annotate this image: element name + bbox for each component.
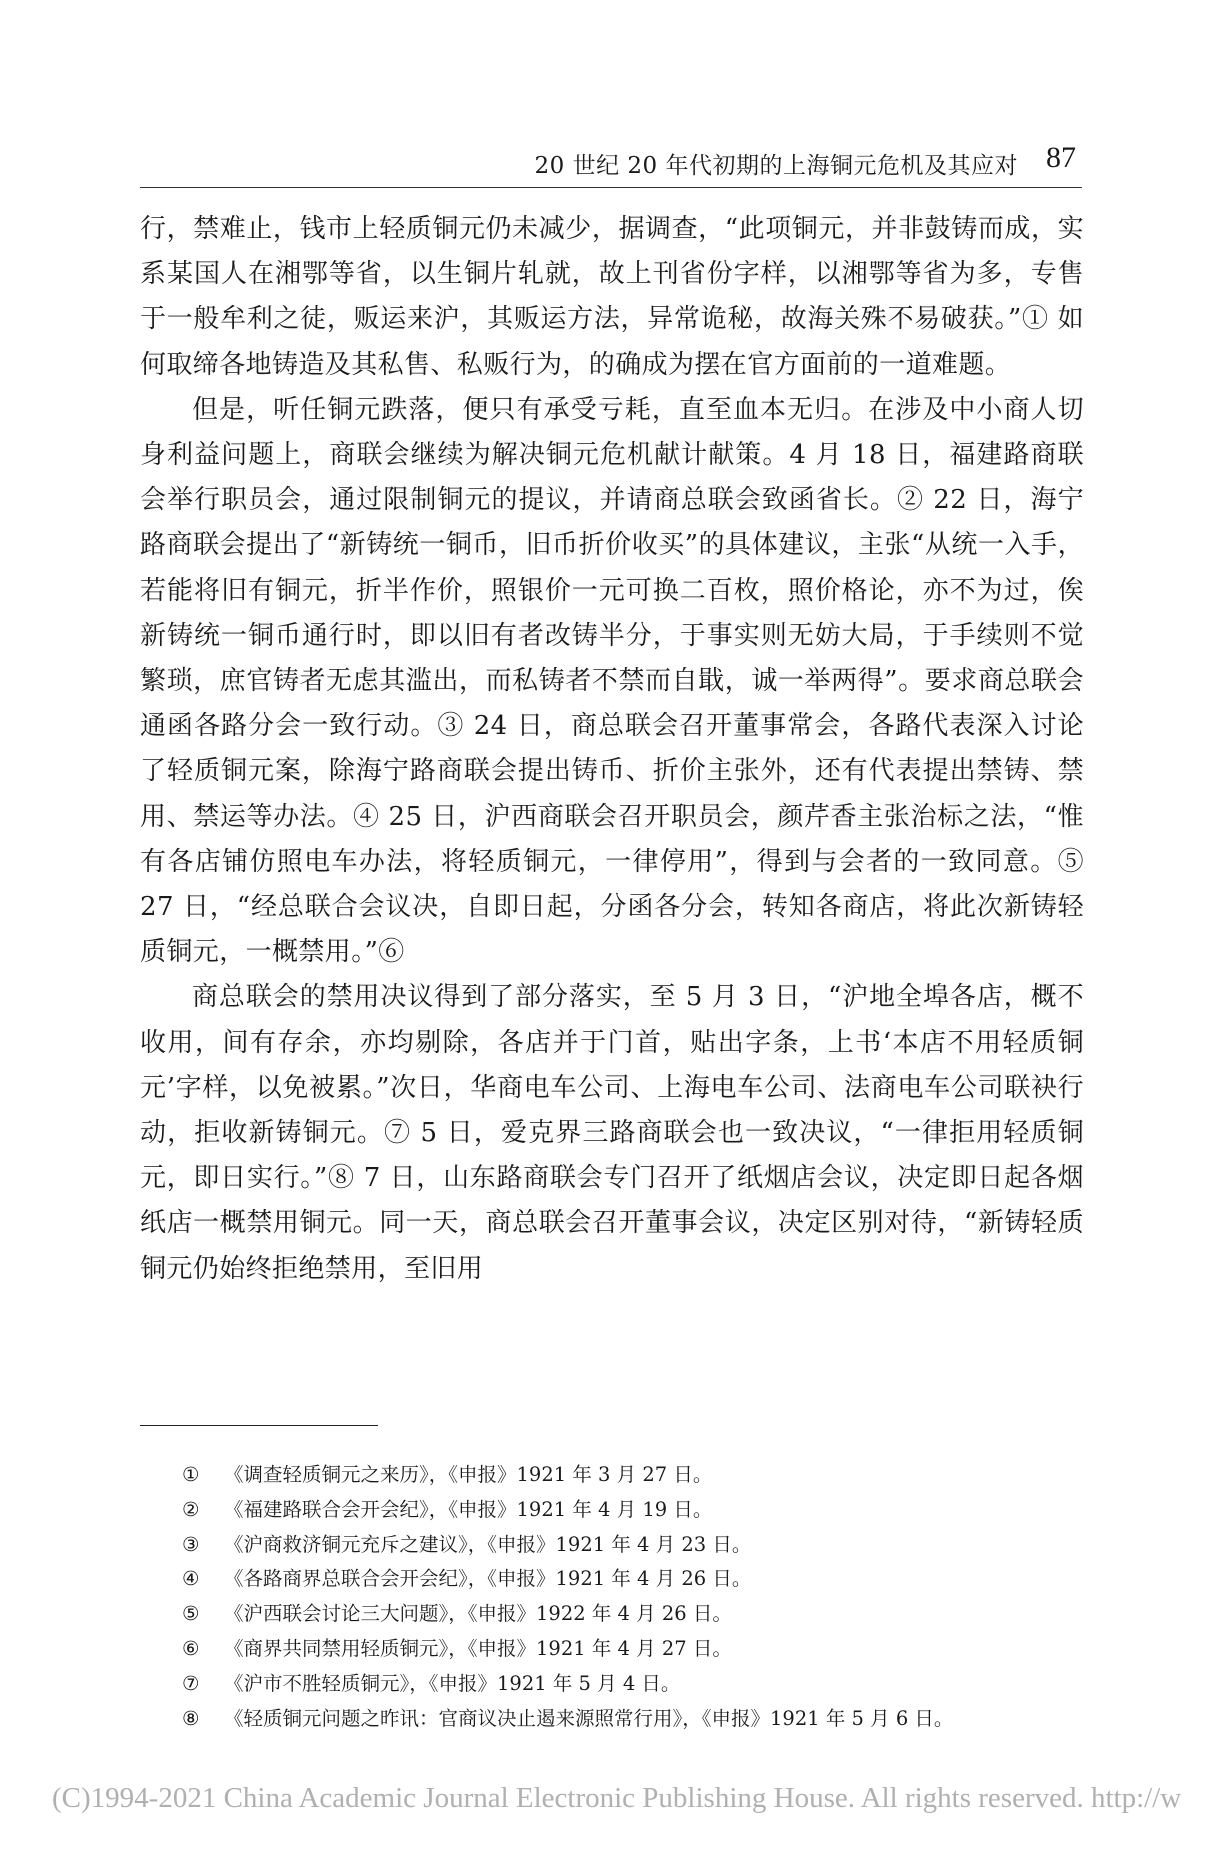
page-number: 87 [1046,141,1076,174]
copyright-watermark: (C)1994-2021 China Academic Journal Electronic Publishing House. All rights reserved. http://w [52,1782,1182,1814]
footnote-text: 《沪商救济铜元充斥之建议》，《申报》1921 年 4 月 23 日。 [224,1532,752,1556]
paragraph: 但是，听任铜元跌落，便只有承受亏耗，直至血本无归。在涉及中小商人切身利益问题上，商联会继续为解决铜元危机献计献策。4 月 18 日，福建路商联会举行职员会，通过限制铜元的提议，并请商总联会致函省长。② 22 日，海宁路商联会提出了“新铸统一铜币，旧币折价收买”的具体建议，主张“从统一入手，若能将旧有铜元，折半作价，照银价一元可换二百枚，照价格论，亦不为过，俟新铸统一铜币通行时，即以旧有者改铸半分，于事实则无妨大局，于手续则不觉繁琐，庶官铸者无虑其滥出，而私铸者不禁而自戢，诚一举两得”。要求商总联会通函各路分会一致行动。③ 24 日，商总联会召开董事常会，各路代表深入讨论了轻质铜元案，除海宁路商联会提出铸币、折价主张外，还有代表提出禁铸、禁用、禁运等办法。④ 25 日，沪西商联会召开职员会，颜芹香主张治标之法，“惟有各店铺仿照电车办法，将轻质铜元，一律停用”，得到与会者的一致同意。⑤ 27 日，“经总联合会议决，自即日起，分函各分会，转知各商店，将此次新铸轻质铜元，一概禁用。”⑥ [140,394,1084,968]
footnote-mark: ⑥ [182,1636,200,1660]
footnote [182,1702,1082,1737]
paragraph: 行，禁难止，钱市上轻质铜元仍未减少，据调查，“此项铜元，并非鼓铸而成，实系某国人在湘鄂等省，以生铜片轧就，故上刊省份字样，以湘鄂等省为多，专售于一般牟利之徒，贩运来沪，其贩运方法，异常诡秘，故海关殊不易破获。”① 如何取缔各地铸造及其私售、私贩行为，的确成为摆在官方面前的一道难题。 [140,214,1084,380]
footnotes [182,1458,1082,1736]
header-title: 20 世纪 20 年代初期的上海铜元危机及其应对 [534,153,1018,179]
running-header [140,143,1082,188]
footnote [182,1562,1082,1597]
footnote [182,1458,1082,1493]
footnote [182,1632,1082,1667]
footnote-mark: ⑧ [182,1706,200,1730]
footnote-text: 《商界共同禁用轻质铜元》，《申报》1921 年 4 月 27 日。 [224,1636,732,1660]
footnote-mark: ⑤ [182,1602,200,1626]
footnote-text: 《福建路联合会开会纪》，《申报》1921 年 4 月 19 日。 [224,1497,713,1521]
footnote [182,1493,1082,1528]
footnote [182,1528,1082,1563]
footnote-text: 《各路商界总联合会开会纪》，《申报》1921 年 4 月 26 日。 [224,1567,752,1591]
footnote-text: 《沪西联会讨论三大问题》，《申报》1922 年 4 月 26 日。 [224,1602,732,1626]
footnote-divider [140,1425,378,1426]
footnote-mark: ④ [182,1567,200,1591]
footnote [182,1597,1082,1632]
footnote-mark: ② [182,1497,200,1521]
footnote-mark: ① [182,1463,200,1486]
footnote-text: 《轻质铜元问题之昨讯：官商议决止遏来源照常行用》，《申报》1921 年 5 月 6 日。 [224,1706,954,1730]
footnote-mark: ③ [182,1532,200,1556]
paragraph: 商总联会的禁用决议得到了部分落实，至 5 月 3 日，“沪地全埠各店，概不收用，间有存余，亦均剔除，各店并于门首，贴出字条，上书‘本店不用轻质铜元’字样，以免被累。”次日，华商电车公司、上海电车公司、法商电车公司联袂行动，拒收新铸铜元。⑦ 5 日，爱克界三路商联会也一致决议，“一律拒用轻质铜元，即日实行。”⑧ 7 日，山东路商联会专门召开了纸烟店会议，决定即日起各烟纸店一概禁用铜元。同一天，商总联会召开董事会议，决定区别对待，“新铸轻质铜元仍始终拒绝禁用，至旧用 [140,982,1084,1284]
body-text [140,207,1084,1292]
footnote-mark: ⑦ [182,1671,200,1695]
footnote-text: 《沪市不胜轻质铜元》，《申报》1921 年 5 月 4 日。 [224,1671,681,1695]
footnote-text: 《调查轻质铜元之来历》，《申报》1921 年 3 月 27 日。 [224,1463,713,1486]
footnote [182,1667,1082,1702]
